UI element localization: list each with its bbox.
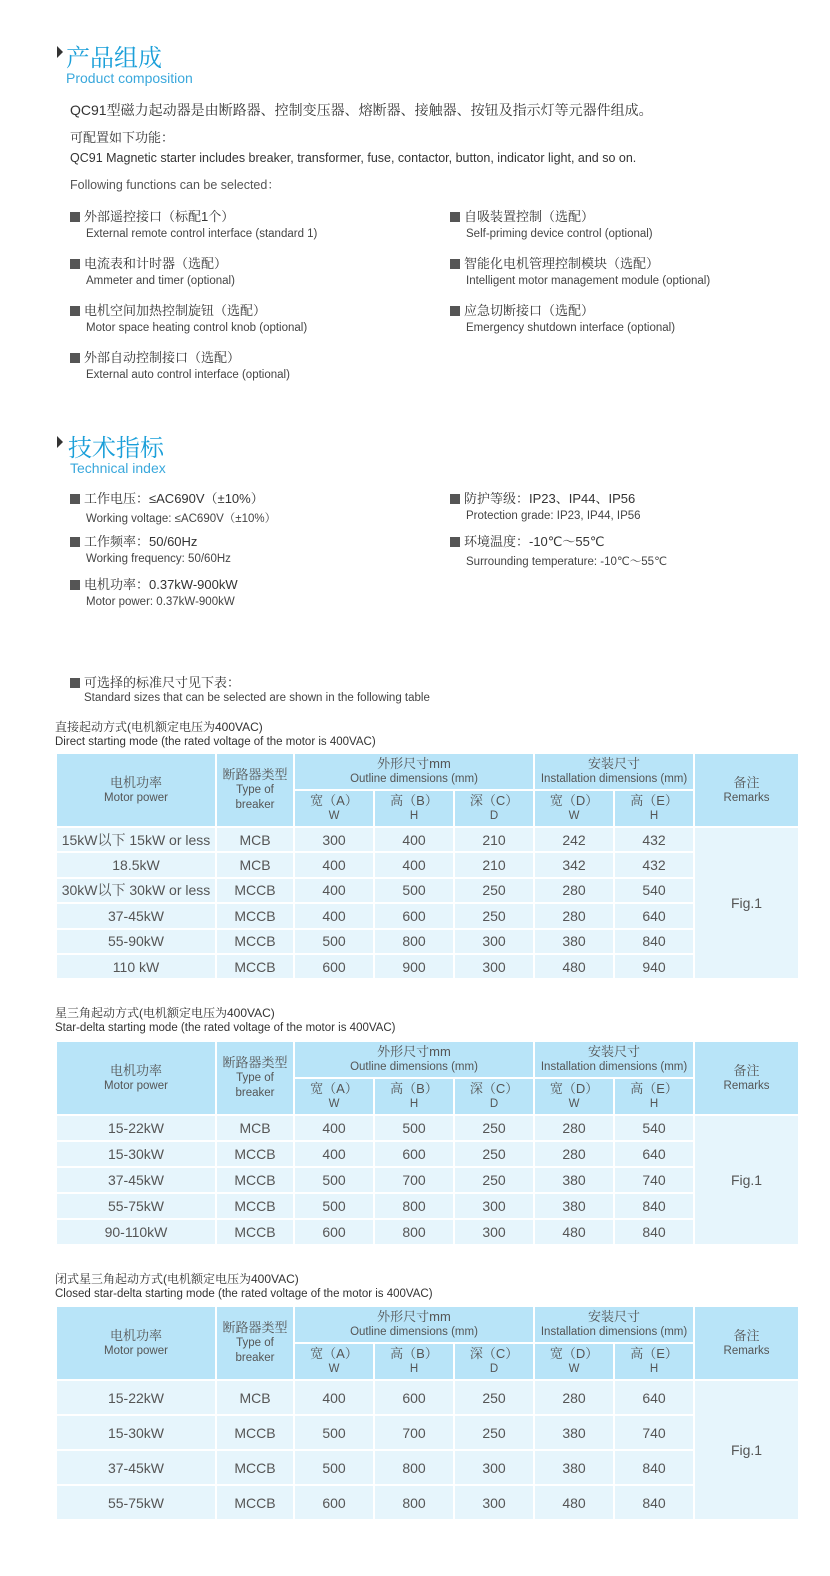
bullet-square-icon	[70, 306, 80, 316]
table-row	[56, 827, 799, 852]
table-cell: 250	[454, 903, 534, 928]
feature-item-en: Protection grade: IP23, IP44, IP56	[466, 510, 641, 522]
table-cell: 280	[534, 1380, 614, 1415]
remarks-cell: Fig.1	[694, 827, 799, 979]
table-cell: 300	[294, 827, 374, 852]
table-cell: 400	[294, 852, 374, 877]
table-cell: 300	[454, 1193, 534, 1219]
feature-item-en: Surrounding temperature: -10℃～55℃	[466, 556, 667, 568]
config-en: Following functions can be selected：	[70, 178, 280, 192]
table-cell: 342	[534, 852, 614, 877]
header-dim-d: 宽（D） W	[534, 1343, 614, 1380]
table-cell: 55-90kW	[56, 929, 216, 954]
remarks-cell: Fig.1	[694, 1115, 799, 1245]
table-cell: 90-110kW	[56, 1219, 216, 1245]
table-cell: 432	[614, 852, 694, 877]
table-cell: 640	[614, 1380, 694, 1415]
intro-cn: QC91型磁力起动器是由断路器、控制变压器、熔断器、接触器、按钮及指示灯等元器件组成。	[70, 102, 653, 118]
table-cell: 840	[614, 929, 694, 954]
bullet-square-icon	[450, 306, 460, 316]
table-cell: 740	[614, 1415, 694, 1450]
table-cell: 15kW以下 15kW or less	[56, 827, 216, 852]
table-cell: 380	[534, 1167, 614, 1193]
table-cell: 840	[614, 1485, 694, 1520]
table-cell: 280	[534, 1115, 614, 1141]
table-row	[56, 852, 799, 877]
feature-item-en: Working frequency: 50/60Hz	[86, 553, 231, 565]
header-outline: 外形尺寸mm Outline dimensions (mm)	[294, 1306, 534, 1343]
feature-item-en: Working voltage: ≤AC690V（±10%）	[86, 513, 277, 525]
feature-item: 工作频率：50/60Hz	[70, 531, 197, 550]
header-dim-c: 深（C） D	[454, 1078, 534, 1115]
table-cell: 250	[454, 1167, 534, 1193]
table-caption-en: Closed star-delta starting mode (the rated voltage of the motor is 400VAC)	[55, 1288, 433, 1300]
header-install: 安装尺寸 Installation dimensions (mm)	[534, 1041, 694, 1078]
header-dim-e: 高（E） H	[614, 1078, 694, 1115]
table-cell: 640	[614, 903, 694, 928]
header-remarks: 备注 Remarks	[694, 1306, 799, 1380]
table-cell: MCB	[216, 852, 294, 877]
bullet-square-icon	[70, 580, 80, 590]
table-cell: 700	[374, 1415, 454, 1450]
header-dim-e: 高（E） H	[614, 1343, 694, 1380]
table-cell: 840	[614, 1450, 694, 1485]
bullet-square-icon	[450, 259, 460, 269]
table-cell: 480	[534, 1219, 614, 1245]
bullet-square-icon	[70, 678, 80, 688]
table-cell: 400	[294, 878, 374, 903]
header-install: 安装尺寸 Installation dimensions (mm)	[534, 1306, 694, 1343]
table-caption-en: Star-delta starting mode (the rated voltage of the motor is 400VAC)	[55, 1022, 396, 1034]
table-cell: MCCB	[216, 1415, 294, 1450]
table-row	[56, 1115, 799, 1141]
table-caption-cn: 闭式星三角起动方式(电机额定电压为400VAC)	[55, 1272, 299, 1286]
header-dim-c: 深（C） D	[454, 790, 534, 827]
table-caption-en: Direct starting mode (the rated voltage of the motor is 400VAC)	[55, 736, 376, 748]
table-cell: 500	[374, 878, 454, 903]
feature-item-en: Self-priming device control (optional)	[466, 228, 653, 240]
table-cell: 37-45kW	[56, 1167, 216, 1193]
table-cell: 380	[534, 929, 614, 954]
feature-item: 电机空间加热控制旋钮（选配）	[70, 300, 266, 319]
bullet-square-icon	[70, 212, 80, 222]
bullet-square-icon	[70, 537, 80, 547]
bullet-square-icon	[70, 259, 80, 269]
table-cell: 840	[614, 1193, 694, 1219]
feature-item: 防护等级：IP23、IP44、IP56	[450, 488, 635, 507]
header-breaker-type: 断路器类型 Type of breaker	[216, 753, 294, 827]
sizes-note-cn: 可选择的标准尺寸见下表：	[70, 672, 240, 691]
feature-item-en: Ammeter and timer (optional)	[86, 275, 235, 287]
table-cell: MCCB	[216, 1219, 294, 1245]
table-cell: 400	[294, 1380, 374, 1415]
table-cell: 210	[454, 827, 534, 852]
feature-item: 电机功率：0.37kW-900kW	[70, 574, 238, 593]
table-cell: 37-45kW	[56, 1450, 216, 1485]
table-cell: MCB	[216, 1115, 294, 1141]
table-cell: MCCB	[216, 954, 294, 979]
table-cell: 600	[294, 1485, 374, 1520]
table-cell: 300	[454, 1485, 534, 1520]
table-cell: 900	[374, 954, 454, 979]
feature-item-en: Intelligent motor management module (optional)	[466, 275, 711, 287]
table-cell: 250	[454, 1141, 534, 1167]
table-cell: 400	[294, 1141, 374, 1167]
table-cell: 800	[374, 1219, 454, 1245]
table-caption-cn: 直接起动方式(电机额定电压为400VAC)	[55, 720, 263, 734]
table-cell: 250	[454, 1380, 534, 1415]
table-cell: 600	[374, 1141, 454, 1167]
table-cell: 380	[534, 1193, 614, 1219]
table-cell: 55-75kW	[56, 1193, 216, 1219]
table-cell: 110 kW	[56, 954, 216, 979]
bullet-square-icon	[450, 494, 460, 504]
table-cell: 800	[374, 1193, 454, 1219]
table-cell: 400	[374, 827, 454, 852]
table-cell: 600	[294, 954, 374, 979]
table-cell: 540	[614, 878, 694, 903]
table-cell: 600	[294, 1219, 374, 1245]
table-cell: 540	[614, 1115, 694, 1141]
intro-en: QC91 Magnetic starter includes breaker, transformer, fuse, contactor, button, indicator light, and so on.	[70, 151, 637, 165]
table-cell: 700	[374, 1167, 454, 1193]
header-dim-d: 宽（D） W	[534, 1078, 614, 1115]
bullet-square-icon	[70, 353, 80, 363]
header-breaker-type: 断路器类型 Type of breaker	[216, 1041, 294, 1115]
header-dim-e: 高（E） H	[614, 790, 694, 827]
feature-item: 环境温度：-10℃～55℃	[450, 531, 604, 550]
feature-item: 外部自动控制接口（选配）	[70, 347, 240, 366]
table-cell: 800	[374, 929, 454, 954]
table-cell: MCCB	[216, 878, 294, 903]
table-cell: 480	[534, 1485, 614, 1520]
table-cell: 500	[294, 929, 374, 954]
header-dim-c: 深（C） D	[454, 1343, 534, 1380]
section-arrow-icon	[57, 46, 63, 58]
table-cell: MCCB	[216, 1167, 294, 1193]
table-cell: 280	[534, 903, 614, 928]
header-breaker-type: 断路器类型 Type of breaker	[216, 1306, 294, 1380]
table-cell: 840	[614, 1219, 694, 1245]
table-cell: 300	[454, 1219, 534, 1245]
table-cell: 242	[534, 827, 614, 852]
table-cell: 15-22kW	[56, 1380, 216, 1415]
table-cell: 500	[294, 1450, 374, 1485]
header-install: 安装尺寸 Installation dimensions (mm)	[534, 753, 694, 790]
table-row	[56, 1380, 799, 1415]
table-row	[56, 878, 799, 903]
table-row	[56, 903, 799, 928]
technical-title: 技术指标	[68, 435, 164, 462]
table-cell: 500	[294, 1193, 374, 1219]
table-cell: 500	[294, 1167, 374, 1193]
table-cell: 380	[534, 1450, 614, 1485]
table-cell: MCCB	[216, 929, 294, 954]
header-dim-b: 高（B） H	[374, 1343, 454, 1380]
config-cn: 可配置如下功能：	[70, 130, 175, 145]
table-cell: 300	[454, 1450, 534, 1485]
table-cell: MCCB	[216, 1193, 294, 1219]
table-row	[56, 1485, 799, 1520]
feature-item: 外部遥控接口（标配1个）	[70, 206, 234, 225]
table-cell: 500	[294, 1415, 374, 1450]
table-cell: 400	[294, 1115, 374, 1141]
feature-item: 电流表和计时器（选配）	[70, 253, 227, 272]
section-arrow-icon	[57, 436, 63, 448]
header-motor-power: 电机功率 Motor power	[56, 753, 216, 827]
dimensions-table	[55, 752, 800, 980]
composition-title: 产品组成	[66, 45, 162, 72]
dimensions-table	[55, 1040, 800, 1246]
header-dim-b: 高（B） H	[374, 1078, 454, 1115]
table-cell: 250	[454, 1415, 534, 1450]
table-cell: 500	[374, 1115, 454, 1141]
sizes-note-en: Standard sizes that can be selected are shown in the following table	[84, 692, 430, 704]
table-cell: 640	[614, 1141, 694, 1167]
table-row	[56, 1450, 799, 1485]
table-cell: 800	[374, 1485, 454, 1520]
table-cell: 280	[534, 878, 614, 903]
table-cell: 600	[374, 903, 454, 928]
feature-item: 工作电压：≤AC690V（±10%）	[70, 488, 264, 507]
header-dim-a: 宽（A） W	[294, 1078, 374, 1115]
table-cell: 250	[454, 1115, 534, 1141]
table-cell: 600	[374, 1380, 454, 1415]
table-cell: MCCB	[216, 1485, 294, 1520]
dimensions-table	[55, 1305, 800, 1521]
table-cell: 280	[534, 1141, 614, 1167]
bullet-square-icon	[70, 494, 80, 504]
table-cell: MCB	[216, 827, 294, 852]
table-cell: 480	[534, 954, 614, 979]
header-outline: 外形尺寸mm Outline dimensions (mm)	[294, 753, 534, 790]
table-cell: 250	[454, 878, 534, 903]
table-row	[56, 1193, 799, 1219]
table-row	[56, 929, 799, 954]
header-dim-d: 宽（D） W	[534, 790, 614, 827]
table-cell: MCCB	[216, 1450, 294, 1485]
table-cell: 15-30kW	[56, 1415, 216, 1450]
table-cell: 740	[614, 1167, 694, 1193]
header-dim-a: 宽（A） W	[294, 790, 374, 827]
feature-item-en: Motor power: 0.37kW-900kW	[86, 596, 235, 608]
table-cell: 800	[374, 1450, 454, 1485]
header-motor-power: 电机功率 Motor power	[56, 1041, 216, 1115]
feature-item: 智能化电机管理控制模块（选配）	[450, 253, 659, 272]
table-cell: 940	[614, 954, 694, 979]
header-remarks: 备注 Remarks	[694, 753, 799, 827]
bullet-square-icon	[450, 212, 460, 222]
table-cell: 30kW以下 30kW or less	[56, 878, 216, 903]
feature-item-en: Emergency shutdown interface (optional)	[466, 322, 676, 334]
table-cell: 400	[294, 903, 374, 928]
table-cell: MCB	[216, 1380, 294, 1415]
table-cell: 300	[454, 929, 534, 954]
feature-item-en: External remote control interface (standard 1)	[86, 228, 318, 240]
header-outline: 外形尺寸mm Outline dimensions (mm)	[294, 1041, 534, 1078]
table-row	[56, 1167, 799, 1193]
table-row	[56, 1415, 799, 1450]
technical-subtitle: Technical index	[70, 460, 166, 476]
header-remarks: 备注 Remarks	[694, 1041, 799, 1115]
table-cell: 400	[374, 852, 454, 877]
table-cell: MCCB	[216, 903, 294, 928]
table-cell: 18.5kW	[56, 852, 216, 877]
table-row	[56, 954, 799, 979]
header-dim-a: 宽（A） W	[294, 1343, 374, 1380]
table-cell: 380	[534, 1415, 614, 1450]
composition-subtitle: Product composition	[66, 70, 193, 86]
table-cell: MCCB	[216, 1141, 294, 1167]
table-cell: 37-45kW	[56, 903, 216, 928]
table-row	[56, 1141, 799, 1167]
header-dim-b: 高（B） H	[374, 790, 454, 827]
table-cell: 432	[614, 827, 694, 852]
feature-item-en: Motor space heating control knob (optional)	[86, 322, 308, 334]
header-motor-power: 电机功率 Motor power	[56, 1306, 216, 1380]
feature-item: 应急切断接口（选配）	[450, 300, 594, 319]
table-cell: 210	[454, 852, 534, 877]
table-row	[56, 1219, 799, 1245]
feature-item-en: External auto control interface (optional)	[86, 369, 290, 381]
table-cell: 300	[454, 954, 534, 979]
table-cell: 15-30kW	[56, 1141, 216, 1167]
table-cell: 55-75kW	[56, 1485, 216, 1520]
bullet-square-icon	[450, 537, 460, 547]
feature-item: 自吸装置控制（选配）	[450, 206, 594, 225]
remarks-cell: Fig.1	[694, 1380, 799, 1520]
table-cell: 15-22kW	[56, 1115, 216, 1141]
table-caption-cn: 星三角起动方式(电机额定电压为400VAC)	[55, 1006, 275, 1020]
